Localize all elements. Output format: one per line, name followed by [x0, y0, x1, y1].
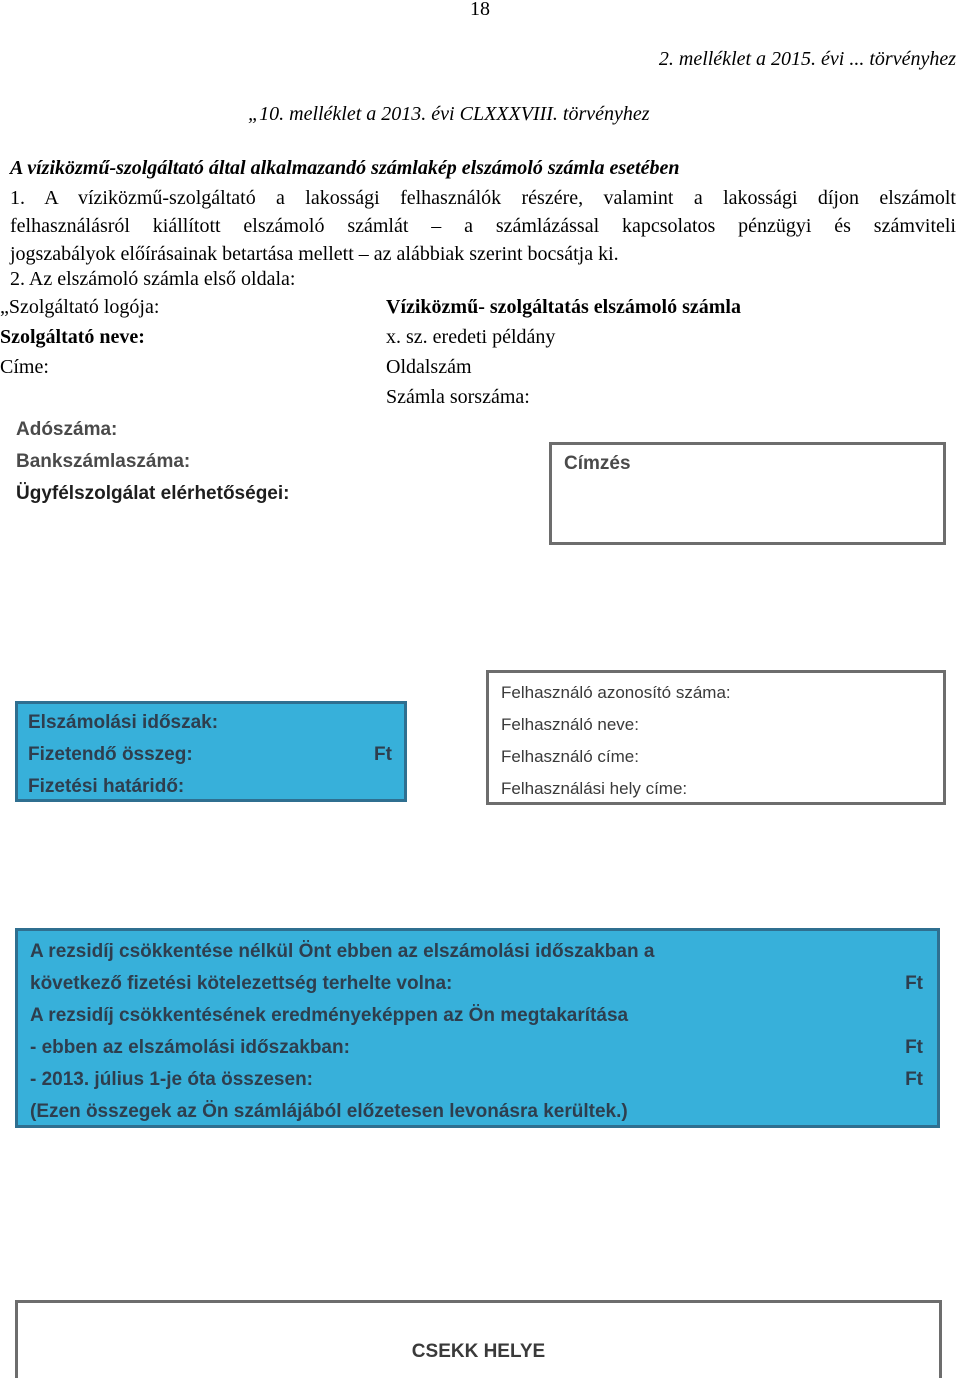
usage-place-label: Felhasználási hely címe: [501, 779, 688, 798]
section2-title: 2. Az elszámoló számla első oldala: [10, 268, 296, 290]
annex-reference-2015: 2. melléklet a 2015. évi ... törvényhez [658, 48, 956, 70]
paragraph-line: felhasználásról kiállított elszámoló számlát – a számlázással kapcsolatos pénzügyi és számviteli [10, 215, 956, 237]
annex-reference-2013: „10. melléklet a 2013. évi CLXXXVIII. törvényhez [248, 103, 650, 125]
user-name-label: Felhasználó neve: [501, 715, 639, 734]
bank-account-label: Bankszámlaszáma: [16, 451, 191, 472]
paragraph-line: 1. A víziközmű-szolgáltató a lakossági felhasználók részére, valamint a lakossági díjon elszámolt [10, 187, 956, 209]
user-info-box [486, 670, 946, 805]
savings-line-3: A rezsidíj csökkentésének eredményeképpen az Ön megtakarítása [30, 1005, 629, 1026]
billing-period-label: Elszámolási időszak: [28, 712, 219, 733]
user-id-label: Felhasználó azonosító száma: [501, 683, 731, 702]
page-number: 18 [470, 0, 490, 20]
recipient-label: Címzés [564, 453, 631, 474]
invoice-serial-label: Számla sorszáma: [386, 386, 530, 408]
paragraph-line: jogszabályok előírásainak betartása mellett – az alábbiak szerint bocsátja ki. [10, 243, 619, 265]
invoice-copy-label: x. sz. eredeti példány [386, 326, 556, 348]
amount-currency: Ft [374, 744, 392, 765]
savings-line-5: - 2013. július 1-je óta összesen: [30, 1069, 313, 1090]
provider-name-label: Szolgáltató neve: [0, 326, 145, 348]
savings-box [15, 928, 940, 1128]
tax-number-label: Adószáma: [16, 419, 118, 440]
savings-line-4: - ebben az elszámolási időszakban: [30, 1037, 350, 1058]
billing-summary-box [15, 701, 407, 802]
check-area-box [15, 1300, 942, 1378]
provider-address-label: Címe: [0, 356, 49, 378]
intro-paragraph [10, 184, 956, 268]
due-date-label: Fizetési határidő: [28, 776, 185, 797]
savings-unit-1: Ft [905, 973, 923, 994]
savings-unit-2: Ft [905, 1037, 923, 1058]
invoice-title: Víziközmű- szolgáltatás elszámoló számla [386, 296, 741, 318]
customer-service-label: Ügyfélszolgálat elérhetőségei: [16, 483, 290, 504]
section-heading: A víziközmű-szolgáltató által alkalmazandó számlakép elszámoló számla esetében [10, 157, 680, 179]
invoice-page-label: Oldalszám [386, 356, 472, 378]
user-address-label: Felhasználó címe: [501, 747, 639, 766]
savings-line-1: A rezsidíj csökkentése nélkül Önt ebben az elszámolási időszakban a [30, 941, 655, 962]
amount-due-label: Fizetendő összeg: [28, 744, 193, 765]
savings-line-6: (Ezen összegek az Ön számlájából előzetesen levonásra kerültek.) [30, 1101, 628, 1122]
provider-logo-label: „Szolgáltató logója: [0, 296, 160, 318]
savings-unit-3: Ft [905, 1069, 923, 1090]
check-area-label: CSEKK HELYE [411, 1341, 546, 1362]
savings-line-2: következő fizetési kötelezettség terhelte volna: [30, 973, 453, 994]
recipient-box [549, 442, 946, 545]
